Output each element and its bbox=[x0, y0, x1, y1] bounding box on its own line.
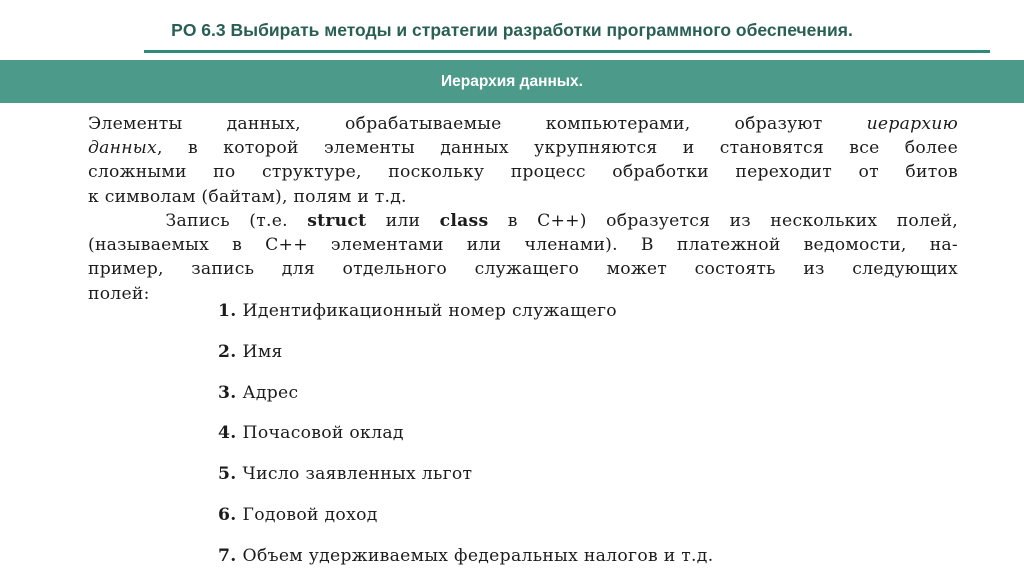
record-fields-list bbox=[218, 297, 713, 583]
list-item bbox=[218, 542, 713, 583]
list-item bbox=[218, 419, 713, 460]
paragraph-line: (называемых в С++ элементами или членами). В платежной ведомости, на- bbox=[88, 235, 958, 256]
paragraph-record bbox=[88, 209, 958, 306]
item-number: 2. bbox=[218, 341, 237, 362]
text-run: , в которой элементы данных укрупняются и становятся все более bbox=[156, 138, 958, 159]
item-number: 4. bbox=[218, 423, 237, 444]
item-text: Почасовой оклад bbox=[242, 423, 404, 444]
paragraph-line-last: к символам (байтам), полям и т.д. bbox=[88, 186, 407, 207]
list-item bbox=[218, 297, 713, 338]
keyword-class: class bbox=[439, 211, 489, 231]
item-number: 5. bbox=[218, 464, 237, 485]
italic-term: данных bbox=[88, 138, 157, 159]
italic-term: иерархию bbox=[866, 114, 958, 134]
keyword-struct: struct bbox=[307, 211, 367, 231]
list-item bbox=[218, 501, 713, 542]
list-item bbox=[218, 338, 713, 379]
item-text: Объем удерживаемых федеральных налогов и т.д. bbox=[242, 545, 714, 566]
section-banner: Иерархия данных. bbox=[0, 60, 1024, 103]
paragraph-line: пример, запись для отдельного служащего может состоять из следующих bbox=[88, 259, 958, 280]
item-text: Годовой доход bbox=[242, 504, 378, 525]
text-run: или bbox=[385, 211, 421, 231]
list-item bbox=[218, 379, 713, 420]
paragraph-line bbox=[88, 209, 958, 233]
item-text: Идентификационный номер служащего bbox=[242, 301, 617, 321]
paragraph-line bbox=[88, 112, 958, 136]
paragraph-line: сложными по структуре, поскольку процесс обработки переходит от битов bbox=[88, 162, 958, 183]
paragraph-line-last: полей: bbox=[88, 283, 150, 304]
paragraph-line bbox=[88, 136, 958, 160]
text-run: в С++) образуется из нескольких полей, bbox=[507, 211, 959, 231]
text-run: Элементы данных, обрабатываемые компьютерами, образуют bbox=[88, 114, 823, 134]
title-underline bbox=[144, 50, 990, 53]
item-number: 7. bbox=[218, 545, 237, 566]
item-number: 6. bbox=[218, 504, 237, 525]
slide-title: PO 6.3 Выбирать методы и стратегии разработки программного обеспечения. bbox=[171, 20, 853, 40]
list-item bbox=[218, 460, 713, 501]
item-text: Адрес bbox=[242, 382, 299, 403]
paragraph-data-hierarchy bbox=[88, 112, 958, 209]
text-run: Запись (т.е. bbox=[165, 211, 288, 231]
item-text: Число заявленных льгот bbox=[242, 464, 473, 485]
item-number: 1. bbox=[218, 301, 237, 321]
item-text: Имя bbox=[242, 341, 283, 362]
item-number: 3. bbox=[218, 382, 237, 403]
